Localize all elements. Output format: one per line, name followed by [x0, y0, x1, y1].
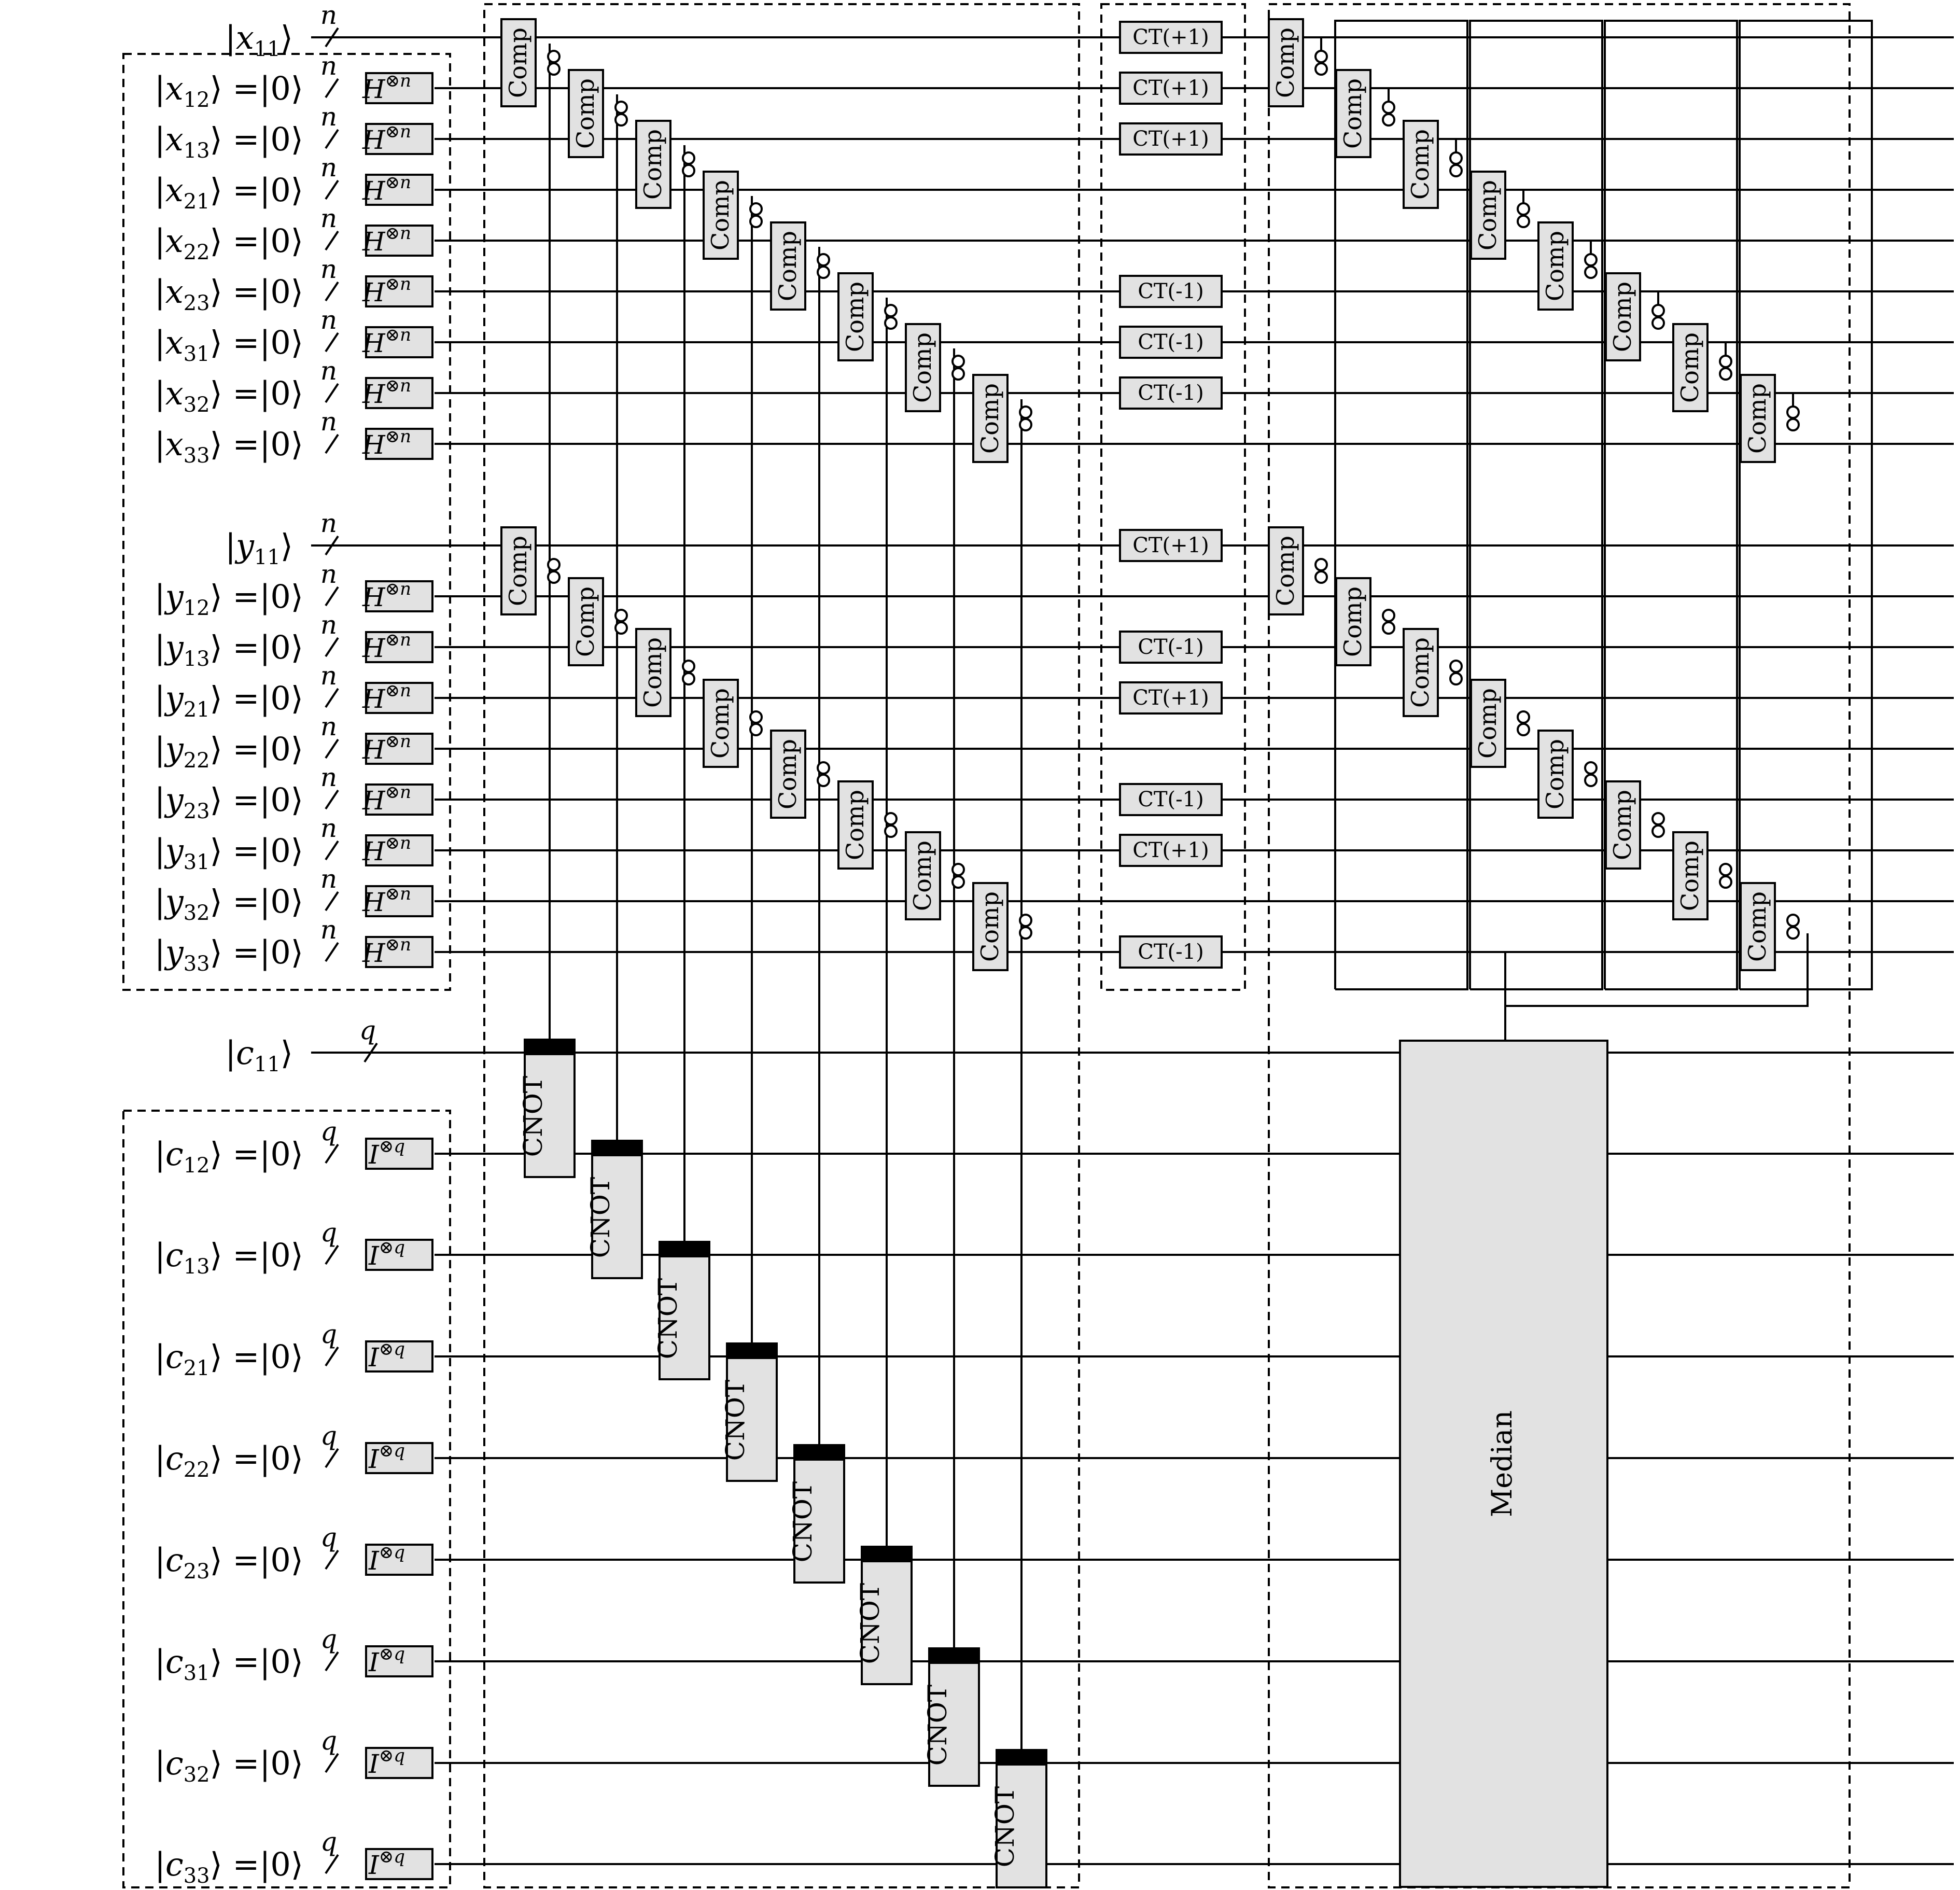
ct-gate-label: CT(-1) — [1138, 940, 1204, 964]
ct-gate-label: CT(+1) — [1132, 686, 1209, 710]
wire-width-label: n — [320, 102, 338, 132]
ct-gate-label: CT(+1) — [1132, 76, 1209, 100]
register-y-init-label: $|y_{23}⟩$ =|0⟩ — [154, 781, 303, 823]
wire-bundle-slash — [326, 180, 338, 199]
ct-gate-label: CT(-1) — [1138, 381, 1204, 405]
comp-gate-label: Comp — [1271, 536, 1299, 606]
wire-width-label: q — [359, 1015, 376, 1045]
wire-width-label: q — [320, 1522, 338, 1552]
register-x-init-label: $|x_{32}⟩$ =|0⟩ — [154, 374, 303, 417]
comp-control-dot — [1720, 368, 1731, 380]
comp-control-dot — [818, 762, 829, 774]
cnot-control-bar — [929, 1648, 979, 1664]
wire-width-label: q — [320, 1726, 338, 1756]
comp-control-dot — [1585, 254, 1597, 265]
wire-width-label: q — [320, 1624, 338, 1654]
wire-bundle-slash — [326, 1245, 338, 1264]
wire-width-label: n — [320, 610, 338, 640]
comp-control-dot — [1585, 762, 1597, 774]
comp-control-dot — [683, 661, 694, 672]
cnot-gate-label: CNOT — [653, 1278, 683, 1360]
comp-control-dot — [683, 152, 694, 164]
wire-bundle-slash — [326, 1855, 338, 1873]
comp-control-dot — [1720, 356, 1731, 367]
comp-gate-label: Comp — [639, 637, 667, 708]
comp-control-dot — [1450, 661, 1462, 672]
cnot-gate-label: CNOT — [788, 1481, 818, 1563]
comp-control-dot — [1450, 152, 1462, 164]
comp-control-dot — [1653, 825, 1664, 837]
comp-gate-label: Comp — [1339, 586, 1367, 657]
wire-width-label: q — [320, 1421, 338, 1451]
hadamard-gate-label: $H^{\otimes n}$ — [362, 579, 411, 612]
register-c-init-label: $|c_{21}⟩$ =|0⟩ — [155, 1338, 303, 1380]
hadamard-gate-label: $H^{\otimes n}$ — [362, 884, 411, 917]
comp-control-dot — [1450, 165, 1462, 176]
register-x-init-label: $|x_{33}⟩$ =|0⟩ — [154, 425, 303, 468]
comp-gate-label: Comp — [1676, 841, 1704, 911]
wire-bundle-slash — [326, 1550, 338, 1569]
comp-control-dot — [1585, 775, 1597, 786]
comp-control-dot — [818, 267, 829, 278]
comp-control-dot — [953, 368, 964, 380]
register-y11-label: $|y_{11}⟩$ — [225, 527, 293, 569]
comp-control-dot — [750, 711, 762, 723]
wire-width-label: n — [320, 356, 338, 386]
hadamard-gate-label: $H^{\otimes n}$ — [362, 833, 411, 866]
comp-control-dot — [615, 610, 627, 621]
wire-bundle-slash — [326, 231, 338, 250]
comp-gate-label: Comp — [1743, 891, 1771, 962]
comp-gate-label: Comp — [706, 180, 734, 250]
wire-bundle-slash — [326, 739, 338, 758]
wire-width-label: n — [320, 864, 338, 894]
comp-control-dot — [1787, 407, 1799, 418]
wire-bundle-slash — [326, 1449, 338, 1467]
register-c-init-label: $|c_{12}⟩$ =|0⟩ — [155, 1135, 303, 1178]
identity-gate-label: $I^{\otimes q}$ — [368, 1136, 405, 1170]
comp-control-dot — [1518, 203, 1529, 215]
ct-gate-label: CT(+1) — [1132, 838, 1209, 862]
comp-control-dot — [953, 864, 964, 875]
comp-control-dot — [1720, 876, 1731, 888]
register-c-init-label: $|c_{13}⟩$ =|0⟩ — [155, 1236, 303, 1279]
register-x-init-label: $|x_{23}⟩$ =|0⟩ — [154, 273, 303, 315]
comp-control-dot — [548, 51, 559, 62]
wire-bundle-slash — [326, 282, 338, 301]
comp-gate-label: Comp — [1474, 180, 1502, 250]
median-bundle-loop — [1740, 21, 1872, 989]
cnot-control-bar — [997, 1750, 1046, 1766]
hadamard-gate-label: $H^{\otimes n}$ — [362, 223, 411, 257]
cnot-control-bar — [660, 1242, 709, 1257]
comp-control-dot — [885, 305, 897, 316]
comp-gate-label: Comp — [1608, 282, 1636, 352]
cnot-control-bar — [592, 1141, 642, 1156]
comp-gate-label: Comp — [908, 332, 936, 403]
identity-gate-label: $I^{\otimes q}$ — [368, 1846, 405, 1880]
comp-control-dot — [885, 813, 897, 824]
comp-control-dot — [1653, 813, 1664, 824]
identity-gate-label: $I^{\otimes q}$ — [368, 1440, 405, 1474]
comp-gate-label: Comp — [1271, 27, 1299, 98]
wire-bundle-slash — [326, 1144, 338, 1163]
hadamard-gate-label: $H^{\otimes n}$ — [362, 172, 411, 206]
cnot-control-bar — [525, 1040, 575, 1055]
cnot-gate-label: CNOT — [990, 1786, 1020, 1868]
register-x-init-label: $|x_{13}⟩$ =|0⟩ — [154, 120, 303, 163]
ct-gate-label: CT(+1) — [1132, 25, 1209, 49]
comp-gate-label: Comp — [1676, 332, 1704, 403]
comp-control-dot — [1518, 216, 1529, 227]
wire-width-label: q — [320, 1319, 338, 1349]
comp-control-dot — [953, 876, 964, 888]
comp-control-dot — [615, 114, 627, 125]
comp-control-dot — [1653, 305, 1664, 316]
comp-control-dot — [615, 102, 627, 113]
hadamard-gate-label: $H^{\otimes n}$ — [362, 71, 411, 104]
comp-control-dot — [1315, 51, 1327, 62]
cnot-gate-label: CNOT — [922, 1684, 953, 1766]
comp-control-dot — [1020, 927, 1031, 939]
comp-control-dot — [1518, 724, 1529, 735]
wire-bundle-slash — [326, 638, 338, 656]
comp-control-dot — [1653, 317, 1664, 329]
register-x-init-label: $|x_{21}⟩$ =|0⟩ — [154, 171, 303, 214]
register-y-init-label: $|y_{31}⟩$ =|0⟩ — [154, 832, 303, 874]
comp-control-dot — [750, 203, 762, 215]
comp-gate-label: Comp — [908, 841, 936, 911]
register-x-init-label: $|x_{22}⟩$ =|0⟩ — [154, 222, 303, 264]
comp-control-dot — [885, 317, 897, 329]
cnot-control-bar — [727, 1343, 777, 1359]
hadamard-gate-label: $H^{\otimes n}$ — [362, 375, 411, 409]
comp-control-dot — [1450, 673, 1462, 684]
comp-control-dot — [1383, 622, 1394, 634]
comp-gate-label: Comp — [841, 282, 869, 352]
comp-control-dot — [548, 571, 559, 583]
wire-width-label: n — [320, 762, 338, 792]
median-bundle-loop — [1335, 21, 1467, 989]
comp-gate-label: Comp — [504, 536, 532, 606]
comp-gate-label: Comp — [706, 688, 734, 759]
wire-bundle-slash — [326, 587, 338, 606]
comp-gate-label: Comp — [1608, 790, 1636, 860]
comp-control-dot — [615, 622, 627, 634]
wire-bundle-slash — [326, 79, 338, 97]
wire-width-label: q — [320, 1827, 338, 1857]
comp-gate-label: Comp — [504, 27, 532, 98]
register-y-init-label: $|y_{22}⟩$ =|0⟩ — [154, 730, 303, 773]
comp-control-dot — [1383, 610, 1394, 621]
comp-control-dot — [1585, 267, 1597, 278]
comp-control-dot — [683, 165, 694, 176]
wire-bundle-slash — [326, 1754, 338, 1772]
wire-width-label: n — [320, 305, 338, 335]
wire-width-label: n — [320, 407, 338, 437]
comp-gate-label: Comp — [976, 383, 1004, 454]
wire-width-label: n — [320, 559, 338, 589]
wire-bundle-slash — [326, 333, 338, 352]
comp-control-dot — [818, 775, 829, 786]
ct-gate-label: CT(+1) — [1132, 127, 1209, 151]
comp-control-dot — [1020, 419, 1031, 430]
comp-control-dot — [750, 724, 762, 735]
cnot-gate-label: CNOT — [518, 1075, 548, 1157]
register-y-init-label: $|y_{13}⟩$ =|0⟩ — [154, 628, 303, 671]
wire-width-label: n — [320, 152, 338, 183]
cnot-control-bar — [862, 1547, 912, 1562]
hadamard-gate-label: $H^{\otimes n}$ — [362, 782, 411, 816]
comp-control-dot — [1787, 419, 1799, 430]
hadamard-gate-label: $H^{\otimes n}$ — [362, 426, 411, 460]
comp-gate-label: Comp — [774, 231, 802, 301]
wire-width-label: q — [320, 1116, 338, 1146]
register-c-init-label: $|c_{32}⟩$ =|0⟩ — [155, 1744, 303, 1787]
comp-gate-label: Comp — [774, 739, 802, 809]
hadamard-gate-label: $H^{\otimes n}$ — [362, 680, 411, 714]
comp-control-dot — [953, 356, 964, 367]
gates-layer — [366, 19, 1799, 1887]
comp-gate-label: Comp — [841, 790, 869, 860]
register-c-init-label: $|c_{33}⟩$ =|0⟩ — [155, 1845, 303, 1888]
hadamard-gate-label: $H^{\otimes n}$ — [362, 121, 411, 155]
register-y-init-label: $|y_{33}⟩$ =|0⟩ — [154, 933, 303, 976]
ct-gate-label: CT(-1) — [1138, 279, 1204, 303]
hadamard-gate-label: $H^{\otimes n}$ — [362, 274, 411, 307]
ct-gate-label: CT(+1) — [1132, 534, 1209, 557]
register-x-init-label: $|x_{12}⟩$ =|0⟩ — [154, 69, 303, 112]
comp-gate-label: Comp — [1406, 637, 1434, 708]
wire-width-label: n — [320, 661, 338, 691]
comp-control-dot — [1315, 559, 1327, 570]
comp-control-dot — [1787, 927, 1799, 939]
comp-gate-label: Comp — [571, 78, 599, 149]
cnot-gate-label: CNOT — [720, 1379, 750, 1461]
identity-gate-label: $I^{\otimes q}$ — [368, 1339, 405, 1373]
comp-gate-label: Comp — [1406, 129, 1434, 200]
identity-gate-label: $I^{\otimes q}$ — [368, 1745, 405, 1779]
wire-width-label: n — [320, 203, 338, 233]
comp-control-dot — [548, 63, 559, 75]
comp-gate-label: Comp — [976, 891, 1004, 962]
median-bundle-loop — [1470, 21, 1602, 989]
comp-control-dot — [1383, 102, 1394, 113]
comp-gate-label: Comp — [1339, 78, 1367, 149]
comp-control-dot — [1518, 711, 1529, 723]
comp-control-dot — [1787, 915, 1799, 926]
comp-control-dot — [818, 254, 829, 265]
wire-width-label: n — [320, 254, 338, 284]
register-x-init-label: $|x_{31}⟩$ =|0⟩ — [154, 324, 303, 366]
comp-control-dot — [885, 825, 897, 837]
wire-bundle-slash — [326, 1347, 338, 1366]
wire-width-label: q — [320, 1217, 338, 1248]
identity-gate-label: $I^{\otimes q}$ — [368, 1644, 405, 1677]
wire-bundle-slash — [326, 892, 338, 911]
wire-bundle-slash — [326, 130, 338, 148]
wire-bundle-slash — [326, 841, 338, 860]
wire-width-label: n — [320, 508, 338, 538]
comp-control-dot — [750, 216, 762, 227]
cnot-gate-label: CNOT — [855, 1583, 885, 1664]
identity-gate-label: $I^{\otimes q}$ — [368, 1542, 405, 1576]
wire-bundle-slash — [326, 689, 338, 707]
comp-gate-label: Comp — [1541, 739, 1569, 809]
wire-width-label: n — [320, 0, 338, 30]
ct-gate-label: CT(-1) — [1138, 788, 1204, 811]
cnot-gate-label: CNOT — [585, 1177, 615, 1258]
wire-width-label: n — [320, 813, 338, 843]
ct-gate-label: CT(-1) — [1138, 330, 1204, 354]
register-c-init-label: $|c_{23}⟩$ =|0⟩ — [155, 1541, 303, 1584]
register-y-init-label: $|y_{21}⟩$ =|0⟩ — [154, 679, 303, 722]
comp-gate-label: Comp — [639, 129, 667, 200]
identity-gate-label: $I^{\otimes q}$ — [368, 1237, 405, 1271]
comp-control-dot — [548, 559, 559, 570]
median-gate-label: Median — [1486, 1410, 1518, 1518]
comp-gate-label: Comp — [1541, 231, 1569, 301]
register-y-init-label: $|y_{12}⟩$ =|0⟩ — [154, 578, 303, 620]
comp-control-dot — [1383, 114, 1394, 125]
comp-control-dot — [1020, 407, 1031, 418]
wire-bundle-slash — [326, 1652, 338, 1671]
cnot-control-bar — [794, 1445, 844, 1461]
comp-control-dot — [683, 673, 694, 684]
hadamard-gate-label: $H^{\otimes n}$ — [362, 934, 411, 968]
ct-gate-label: CT(-1) — [1138, 635, 1204, 659]
hadamard-gate-label: $H^{\otimes n}$ — [362, 731, 411, 765]
wire-width-label: n — [320, 51, 338, 81]
comp-gate-label: Comp — [1474, 688, 1502, 759]
comp-gate-label: Comp — [571, 586, 599, 657]
comp-control-dot — [1315, 63, 1327, 75]
wire-bundle-slash — [326, 435, 338, 453]
hadamard-gate-label: $H^{\otimes n}$ — [362, 629, 411, 663]
register-c-init-label: $|c_{22}⟩$ =|0⟩ — [155, 1439, 303, 1482]
wire-width-label: n — [320, 711, 338, 741]
comp-gate-label: Comp — [1743, 383, 1771, 454]
wire-width-label: n — [320, 915, 338, 945]
wire-bundle-slash — [326, 384, 338, 402]
comp-control-dot — [1720, 864, 1731, 875]
register-y-init-label: $|y_{32}⟩$ =|0⟩ — [154, 883, 303, 925]
register-x11-label: $|x_{11}⟩$ — [225, 19, 293, 61]
register-c11-label: $|c_{11}⟩$ — [225, 1034, 293, 1076]
comp-control-dot — [1020, 915, 1031, 926]
register-c-init-label: $|c_{31}⟩$ =|0⟩ — [155, 1643, 303, 1685]
hadamard-gate-label: $H^{\otimes n}$ — [362, 325, 411, 358]
comp-control-dot — [1315, 571, 1327, 583]
wire-bundle-slash — [326, 790, 338, 809]
wire-bundle-slash — [326, 943, 338, 961]
